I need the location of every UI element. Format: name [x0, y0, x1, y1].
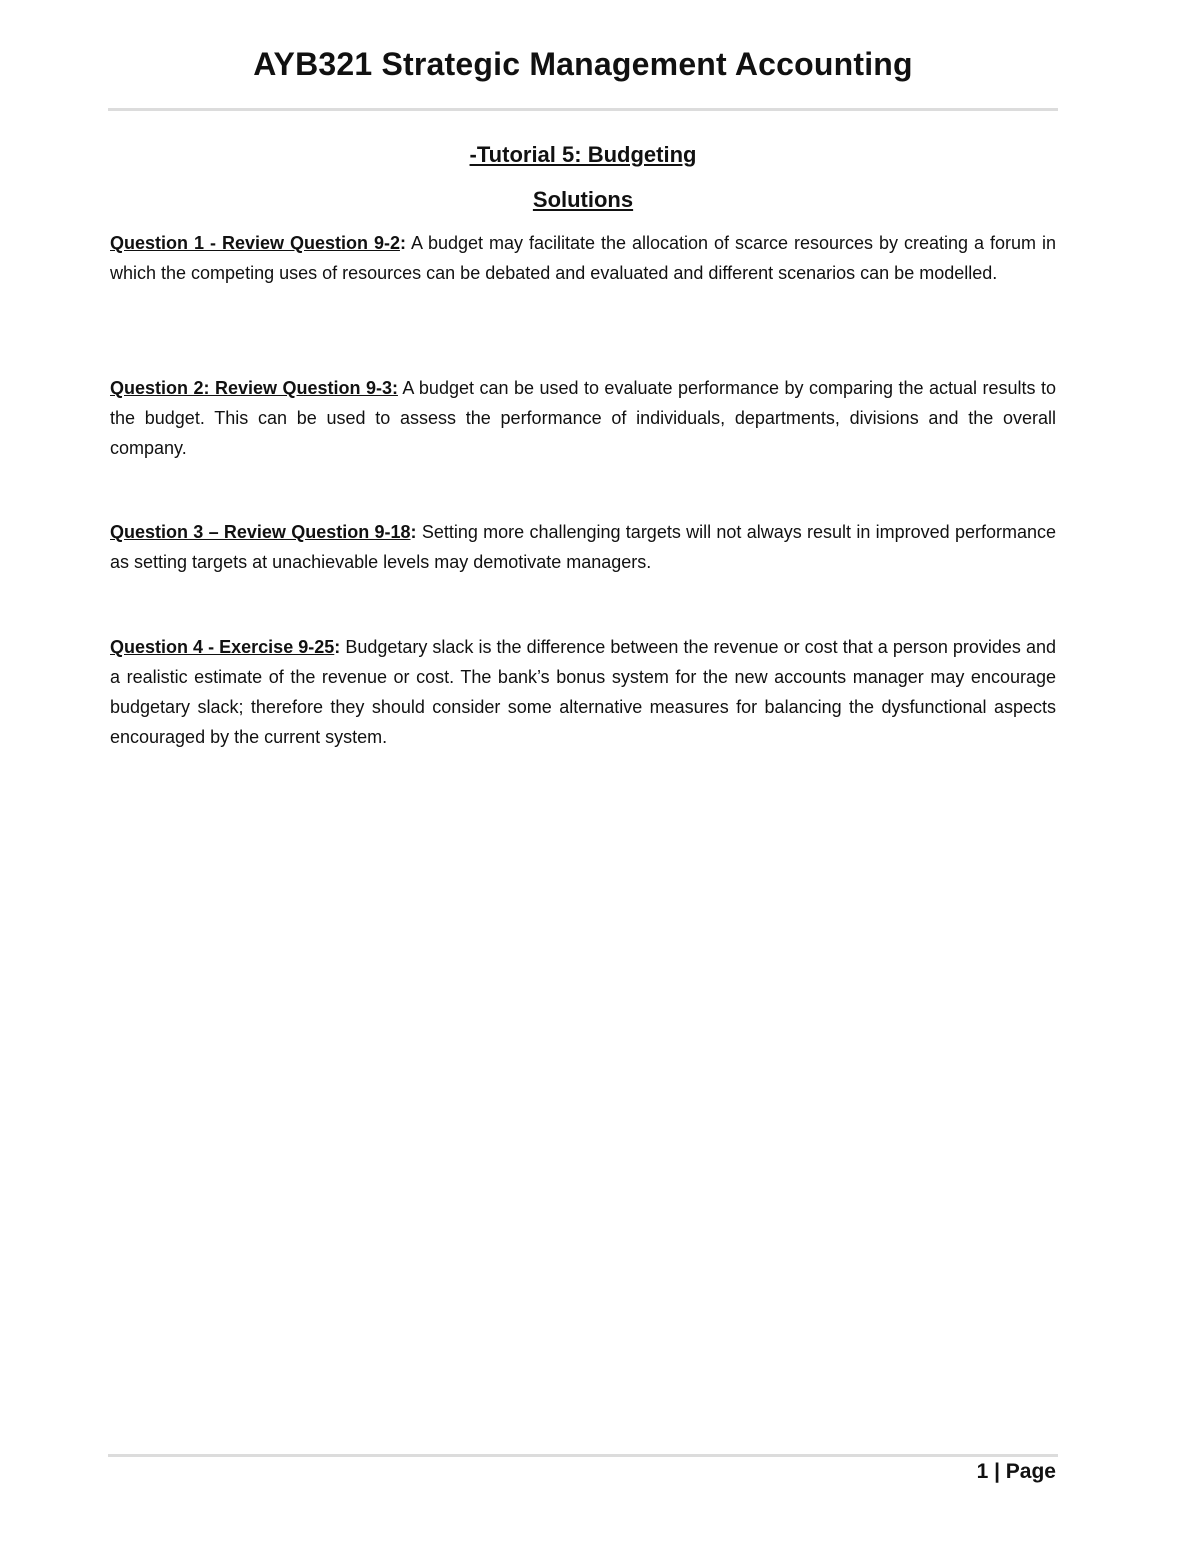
question-label-1: Question 1 - Review Question 9-2 — [110, 233, 400, 253]
header-title: AYB321 Strategic Management Accounting — [253, 46, 913, 82]
answer-text-1: A budget may facilitate the allocation of scarce resources by creating a forum in which the competing uses of resources can be debated and evaluated and different scenarios can be modelled. — [110, 233, 1056, 283]
footer-divider — [108, 1454, 1058, 1457]
answer-paragraph-4 — [110, 632, 1056, 752]
question-label-3: Question 3 – Review Question 9-18 — [110, 522, 411, 542]
page-label: Page — [1005, 1460, 1056, 1483]
answer-paragraph-1 — [110, 228, 1056, 288]
answer-text-2: A budget can be used to evaluate performance by comparing the actual results to the budget. This can be used to assess the performance of individuals, departments, divisions and the overall company. — [110, 378, 1056, 458]
page-number-value: 1 — [976, 1460, 989, 1483]
answer-paragraph-2 — [110, 373, 1056, 463]
page-number — [977, 1460, 1056, 1484]
document-title: -Tutorial 5: Budgeting — [469, 142, 697, 167]
question-label-2: Question 2: Review Question 9-3: — [110, 378, 398, 398]
header-divider — [108, 108, 1058, 111]
document-subtitle: Solutions — [532, 187, 634, 212]
question-label-4: Question 4 - Exercise 9-25 — [110, 637, 335, 657]
answer-text-4: Budgetary slack is the difference between the revenue or cost that a person provides and a realistic estimate of the revenue or cost. The bank’s bonus system for the new accounts manager may encourage budgetary slack; therefore they should consider some alternative measures for balancing the dysfunctional aspects encouraged by the current system. — [110, 637, 1057, 747]
question-colon-1: : — [399, 233, 406, 253]
question-colon-4: : — [334, 637, 341, 657]
page-separator: | — [988, 1460, 1006, 1483]
answer-text-3: Setting more challenging targets will not always result in improved performance as setting targets at unachievable levels may demotivate managers. — [110, 522, 1056, 572]
question-colon-3: : — [410, 522, 417, 542]
answer-paragraph-3 — [110, 517, 1056, 577]
